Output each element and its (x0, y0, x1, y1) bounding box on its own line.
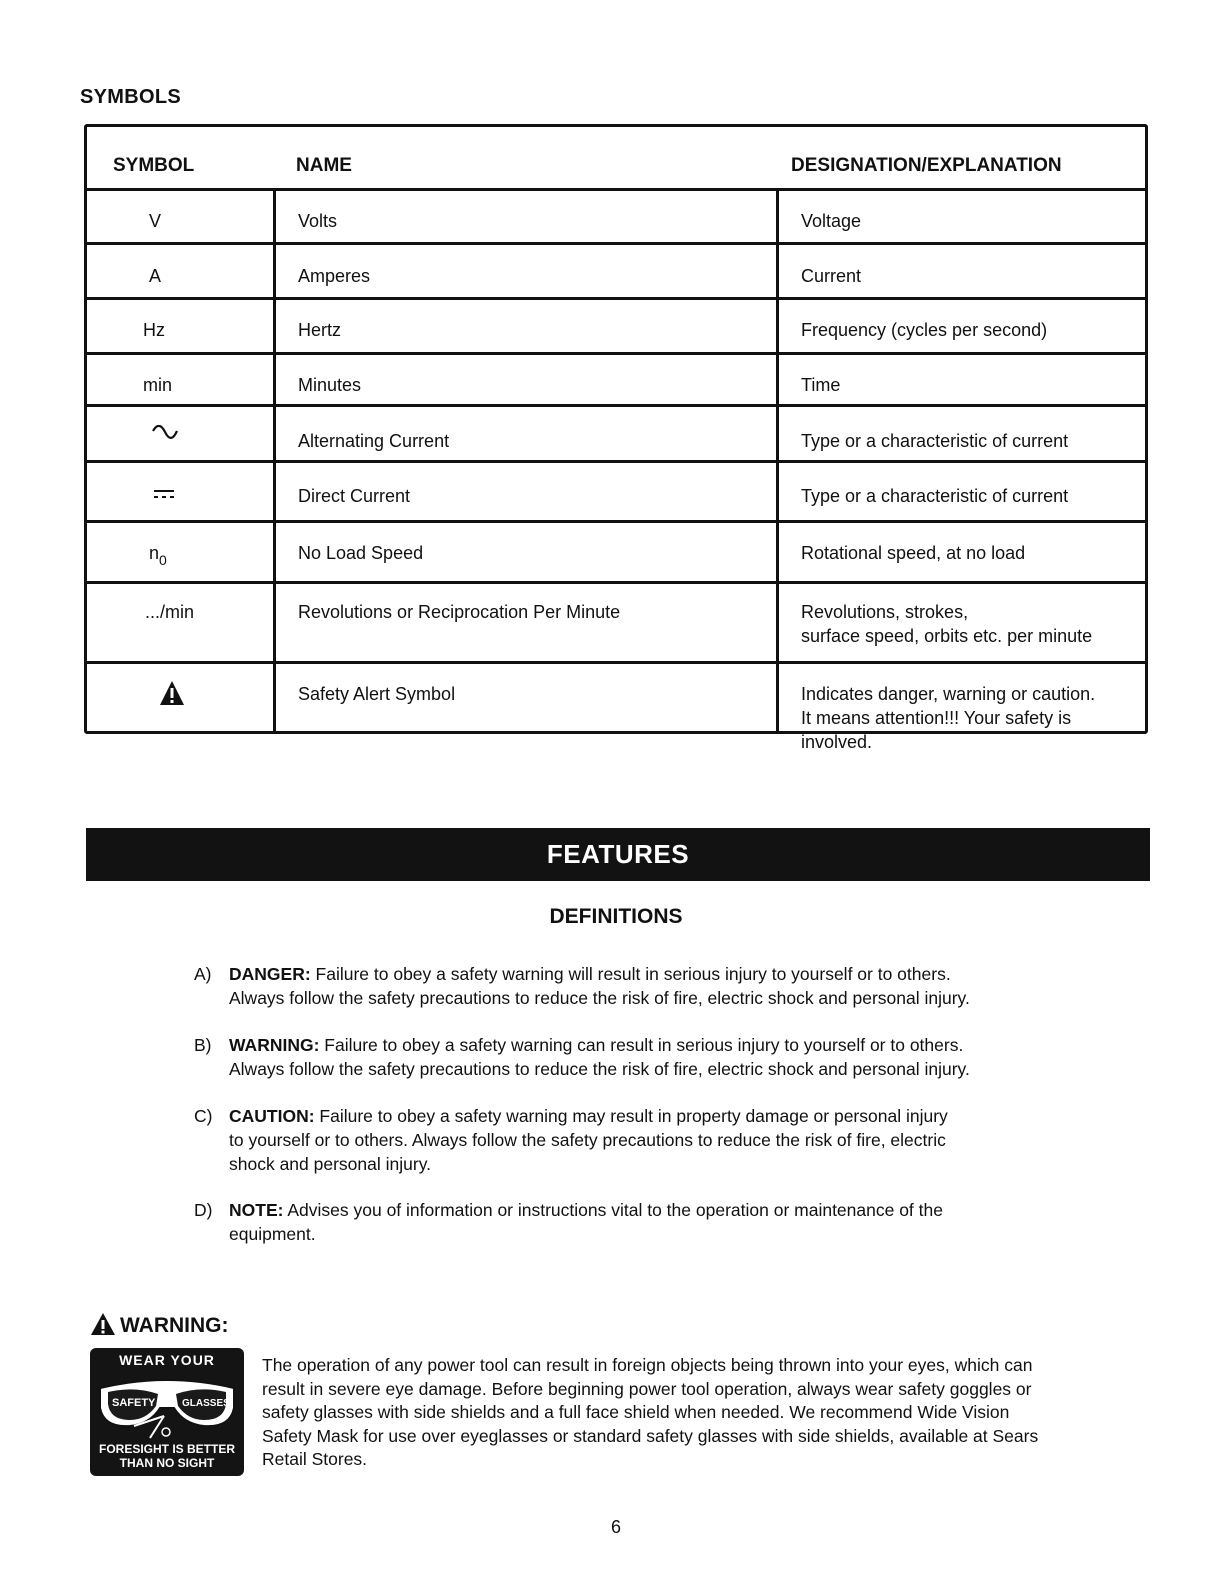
definition-term: DANGER: (229, 964, 311, 984)
definition-line: Always follow the safety precautions to reduce the risk of fire, electric shock and personal injury. (229, 988, 970, 1008)
designation-line: It means attention!!! Your safety is (801, 708, 1072, 728)
definition-line: shock and personal injury. (229, 1154, 432, 1174)
symbols-table (84, 124, 1148, 752)
designation-cell: Type or a characteristic of current (801, 486, 1069, 506)
svg-text:SAFETY: SAFETY (112, 1397, 156, 1409)
definition-term: NOTE: (229, 1200, 284, 1220)
designation-line: Revolutions, strokes, (801, 602, 969, 622)
definition-line: Always follow the safety precautions to reduce the risk of fire, electric shock and personal injury. (229, 1059, 970, 1079)
warning-line: The operation of any power tool can result in foreign objects being thrown into your eyes, which can (262, 1355, 1033, 1375)
table-row (87, 407, 1145, 463)
symbol-cell: .../min (145, 602, 195, 622)
alternating-current-icon (151, 425, 179, 441)
definition-term: WARNING: (229, 1035, 320, 1055)
warning-heading-text: WARNING: (120, 1314, 229, 1337)
header-name: NAME (296, 155, 352, 176)
definition-line: to yourself or to others. Always follow the safety precautions to reduce the risk of fire, electric (229, 1130, 946, 1150)
name-cell: Hertz (298, 320, 342, 340)
header-symbol: SYMBOL (113, 155, 195, 176)
definition-line: Failure to obey a safety warning can result in serious injury to yourself or to others. (319, 1035, 964, 1055)
table-row (87, 245, 1145, 300)
definition-line: Failure to obey a safety warning may result in property damage or personal injury (314, 1106, 948, 1126)
definitions-title: DEFINITIONS (549, 905, 683, 928)
definition-term: CAUTION: (229, 1106, 315, 1126)
symbol-cell: V (149, 211, 162, 231)
definition-line: Advises you of information or instructions vital to the operation or maintenance of the (283, 1200, 943, 1220)
definition-letter: A) (194, 964, 212, 984)
name-cell: Direct Current (298, 486, 411, 506)
badge-bottom-text: FORESIGHT IS BETTER (98, 1442, 235, 1456)
definition-line: equipment. (229, 1224, 316, 1244)
symbols-heading: SYMBOLS (80, 86, 181, 108)
name-cell: No Load Speed (298, 543, 424, 563)
designation-cell: Current (801, 266, 862, 286)
table-row (87, 523, 1145, 584)
warning-line: result in severe eye damage. Before beginning power tool operation, always wear safety goggles or (262, 1378, 1032, 1399)
direct-current-icon (153, 489, 175, 499)
safety-glasses-icon (94, 1368, 240, 1440)
designation-line: involved. (801, 732, 873, 752)
warning-line: safety glasses with side shields and a full face shield when needed. We recommend Wide Vision (262, 1402, 1010, 1422)
page-number: 6 (610, 1517, 621, 1537)
safety-alert-icon (159, 680, 185, 706)
table-row (87, 355, 1145, 407)
name-cell: Minutes (298, 375, 362, 395)
symbol-cell: $n_0$ (149, 543, 167, 568)
definition-letter: C) (194, 1106, 213, 1126)
name-cell: Safety Alert Symbol (298, 684, 456, 704)
safety-alert-icon (90, 1312, 116, 1336)
designation-cell: Type or a characteristic of current (801, 431, 1069, 451)
name-cell: Alternating Current (298, 431, 450, 451)
definition-letter: B) (194, 1035, 212, 1055)
badge-top-text: WEAR YOUR (119, 1352, 215, 1368)
warning-line: Safety Mask for use over eyeglasses or standard safety glasses with side shields, available at Sears (262, 1425, 1039, 1446)
symbol-cell: min (143, 375, 173, 395)
designation-cell: Time (801, 375, 841, 395)
designation-cell: Voltage (801, 211, 862, 231)
warning-paragraph (262, 1354, 1162, 1472)
table-row (87, 300, 1145, 355)
warning-heading (90, 1312, 229, 1338)
table-row (87, 664, 1145, 752)
badge-bottom-text: THAN NO SIGHT (119, 1456, 215, 1470)
symbol-cell: Hz (143, 320, 165, 340)
symbols-table-header (87, 127, 1145, 191)
name-cell: Volts (298, 211, 338, 231)
definition-letter: D) (194, 1200, 213, 1220)
table-row (87, 584, 1145, 664)
header-designation: DESIGNATION/EXPLANATION (791, 155, 1062, 176)
name-cell: Amperes (298, 266, 371, 286)
definition-line: Failure to obey a safety warning will result in serious injury to yourself or to others. (310, 964, 951, 984)
table-row (87, 463, 1145, 523)
warning-line: Retail Stores. (262, 1449, 368, 1469)
table-row (87, 191, 1145, 245)
designation-line: Indicates danger, warning or caution. (801, 684, 1096, 704)
designation-cell: Rotational speed, at no load (801, 543, 1026, 563)
name-cell: Revolutions or Reciprocation Per Minute (298, 602, 621, 622)
safety-glasses-badge (90, 1348, 244, 1476)
designation-line: surface speed, orbits etc. per minute (801, 626, 1093, 646)
features-banner: FEATURES (86, 828, 1150, 881)
symbol-cell: A (149, 266, 162, 286)
svg-text:GLASSES: GLASSES (182, 1398, 230, 1409)
designation-cell: Frequency (cycles per second) (801, 320, 1048, 340)
